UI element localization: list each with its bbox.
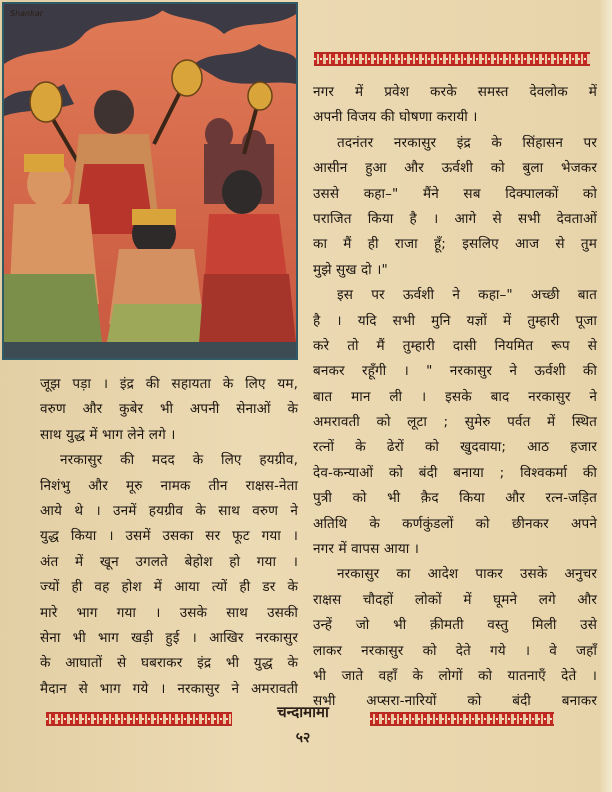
- text-line: रत्नों के ढेरों को खुदवाया; आठ हजार: [313, 439, 597, 456]
- text-line: ज्यों ही वह होश में आया त्यों ही डर के: [40, 579, 298, 596]
- text-line: तदनंतर नरकासुर इंद्र के सिंहासन पर: [337, 134, 597, 151]
- text-line: देव-कन्याओं को बंदी बनाया ; विश्वकर्मा की: [313, 464, 597, 481]
- text-line: अतिथि के कर्णकुंडलों को छीनकर अपने: [313, 515, 597, 532]
- text-line: करे तो मैं तुम्हारी दासी नियमित रूप से: [313, 337, 597, 354]
- text-line: का मैं ही राजा हूँ; इसलिए आज से तुम: [313, 236, 597, 253]
- text-line: नरकासुर की मदद के लिए हयग्रीव,: [60, 452, 298, 469]
- text-line: नरकासुर का आदेश पाकर उसके अनुचर: [337, 566, 597, 583]
- text-line: मारे भाग गया । उसके साथ उसकी: [40, 604, 298, 621]
- text-line: भी जाते वहाँ के लोगों को यातनाएँ देते ।: [313, 667, 597, 684]
- text-line: मुझे सुख दो ।": [313, 261, 388, 278]
- text-line: युद्ध किया । उसमें उसका सर फूट गया ।: [40, 528, 298, 545]
- text-line: के आघातों से घबराकर इंद्र भी युद्ध के: [40, 655, 298, 672]
- text-line: नगर में वापस आया ।: [313, 541, 420, 558]
- left-text-column: [40, 372, 298, 702]
- text-line: है । यदि सभी मुनि यज्ञों में तुम्हारी पूजा: [313, 312, 597, 329]
- text-line: सभी अप्सरा-नारियों को बंदी बनाकर: [313, 693, 597, 710]
- text-line: वरुण और कुबेर भी अपनी सेनाओं के: [40, 401, 298, 418]
- text-line: बात मान ली । इसके बाद नरकासुर ने: [313, 388, 597, 405]
- text-line: अंत में खून उगलते बेहोश हो गया ।: [40, 553, 298, 570]
- page-number: ५२: [295, 730, 311, 746]
- text-line: बनकर रहूँगी । " नरकासुर ने ऊर्वशी की: [313, 363, 597, 380]
- text-line: जूझ पड़ा । इंद्र की सहायता के लिए यम,: [40, 376, 298, 392]
- text-line: आये थे । उनमें हयग्रीव के साथ वरुण ने: [40, 502, 298, 519]
- text-line: पुत्री को भी क़ैद किया और रत्न-जड़ित: [313, 490, 597, 507]
- text-line: पराजित किया है । आगे से सभी देवताओं: [313, 210, 597, 227]
- decorative-border-footer-right: [370, 712, 554, 726]
- text-line: अमरावती को लूटा ; सुमेरु पर्वत में स्थित: [313, 414, 597, 431]
- text-line: सेना भी भाग खड़ी हुई । आखिर नरकासुर: [40, 629, 298, 646]
- text-line: साथ युद्ध में भाग लेने लगे ।: [40, 426, 176, 443]
- text-line: आसीन हुआ और ऊर्वशी को बुला भेजकर: [313, 160, 597, 177]
- text-line: निशंभु और मूरु नामक तीन राक्षस-नेता: [40, 477, 298, 494]
- text-line: उससे कहा–" मैंने सब दिक्पालकों को: [313, 185, 597, 202]
- text-line: इस पर ऊर्वशी ने कहा–" अच्छी बात: [337, 287, 597, 304]
- decorative-border-footer-left: [46, 712, 232, 726]
- page-edge: [598, 0, 612, 792]
- text-line: उन्हें जो भी क़ीमती वस्तु मिली उसे: [313, 617, 597, 634]
- text-line: मैदान से भाग गये । नरकासुर ने अमरावती: [40, 680, 298, 697]
- text-line: लाकर नरकासुर को देते गये । वे जहाँ: [313, 642, 597, 659]
- battle-illustration: [2, 2, 298, 360]
- text-line: नगर में प्रवेश करके समस्त देवलोक में: [313, 84, 597, 100]
- text-line: राक्षस चौदहों लोकों में घूमने लगे और: [313, 591, 597, 608]
- artist-signature: Shankar: [10, 9, 43, 18]
- right-text-column: [313, 80, 597, 715]
- decorative-border-top: [314, 52, 590, 66]
- text-line: अपनी विजय की घोषणा करायी ।: [313, 109, 478, 126]
- magazine-title: चन्दामामा: [277, 703, 329, 721]
